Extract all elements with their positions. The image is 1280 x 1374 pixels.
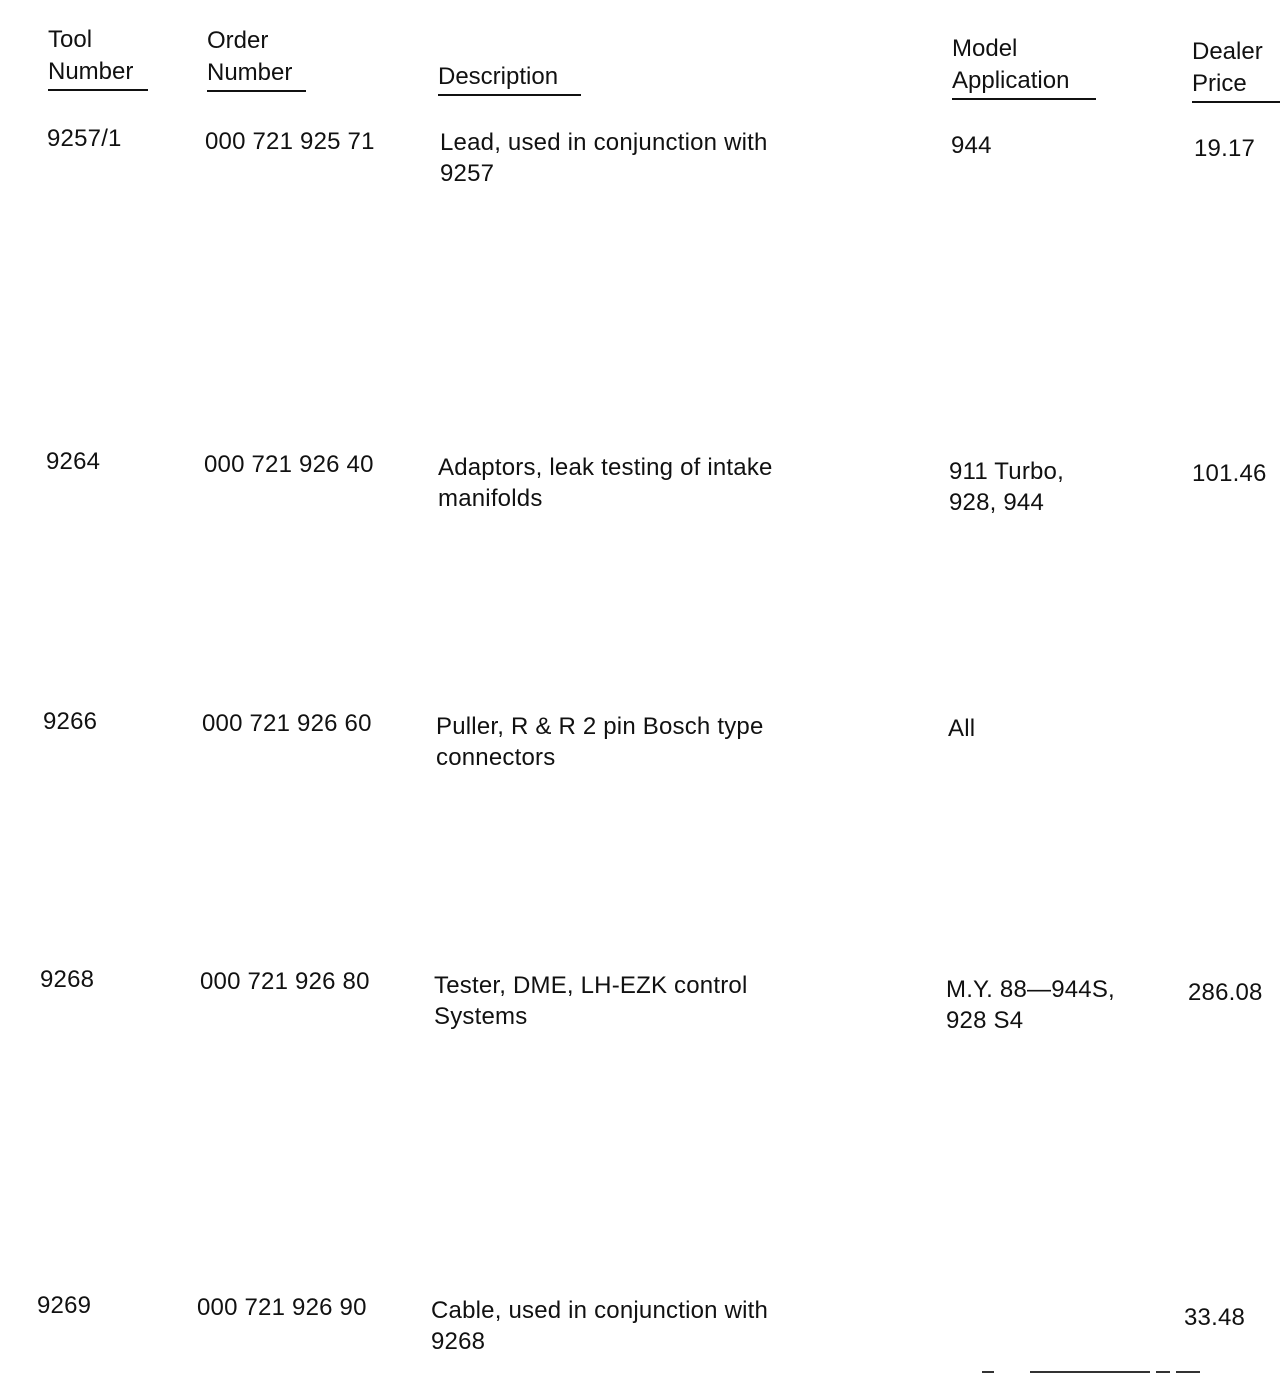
tool-number-cell: 9268 <box>40 966 95 993</box>
description-line: manifolds <box>438 485 543 512</box>
description-line: Puller, R & R 2 pin Bosch type <box>436 713 764 740</box>
bottom-rule-fragment <box>1156 1371 1170 1373</box>
dealer-price-cell: 101.46 <box>1192 460 1267 487</box>
header-model-application-line1: Model <box>952 35 1018 62</box>
description-cell <box>440 127 860 189</box>
header-description-underline <box>438 94 581 96</box>
description-line: Adaptors, leak testing of intake <box>438 454 773 481</box>
model-line: M.Y. 88—944S, <box>946 976 1115 1003</box>
dealer-price-cell: 19.17 <box>1194 135 1256 162</box>
header-tool-number <box>48 24 148 91</box>
description-line: 9257 <box>440 160 495 187</box>
header-dealer-price-line1: Dealer <box>1192 38 1263 65</box>
tool-number-cell: 9269 <box>37 1292 92 1319</box>
order-number-cell: 000 721 926 90 <box>197 1294 367 1321</box>
header-order-number <box>207 25 306 92</box>
description-cell <box>434 970 854 1032</box>
description-cell <box>436 711 856 773</box>
model-application-cell <box>948 713 1148 744</box>
header-description <box>438 61 581 96</box>
order-number-cell: 000 721 926 60 <box>202 710 372 737</box>
header-model-application <box>952 33 1096 100</box>
header-order-number-underline <box>207 90 306 92</box>
tool-number-cell: 9266 <box>43 708 98 735</box>
description-line: Tester, DME, LH-EZK control <box>434 972 748 999</box>
model-application-cell <box>951 130 1151 161</box>
description-line: Cable, used in conjunction with <box>431 1297 769 1324</box>
bottom-rule <box>1030 1371 1150 1373</box>
header-tool-number-underline <box>48 89 148 91</box>
description-line: Systems <box>434 1003 528 1030</box>
model-line: 944 <box>951 132 992 159</box>
header-order-number-line2: Number <box>207 59 293 86</box>
description-cell <box>438 452 858 514</box>
model-application-cell <box>946 974 1146 1036</box>
description-cell <box>431 1295 851 1357</box>
bottom-rule-fragment <box>982 1371 994 1373</box>
model-line: All <box>948 715 976 742</box>
header-dealer-price-line2: Price <box>1192 70 1247 97</box>
description-line: connectors <box>436 744 556 771</box>
order-number-cell: 000 721 925 71 <box>205 128 375 155</box>
header-dealer-price-underline <box>1192 101 1280 103</box>
model-line: 928 S4 <box>946 1007 1024 1034</box>
description-line: 9268 <box>431 1328 486 1355</box>
description-line: Lead, used in conjunction with <box>440 129 768 156</box>
dealer-price-cell: 33.48 <box>1184 1304 1246 1331</box>
dealer-price-cell: 286.08 <box>1188 979 1263 1006</box>
header-model-application-line2: Application <box>952 67 1070 94</box>
order-number-cell: 000 721 926 80 <box>200 968 370 995</box>
order-number-cell: 000 721 926 40 <box>204 451 374 478</box>
header-tool-number-line1: Tool <box>48 26 93 53</box>
header-description-label: Description <box>438 63 559 90</box>
model-application-cell <box>949 456 1149 518</box>
header-model-application-underline <box>952 98 1096 100</box>
tool-number-cell: 9257/1 <box>47 125 122 152</box>
model-line: 928, 944 <box>949 489 1045 516</box>
header-dealer-price <box>1192 36 1280 103</box>
tool-number-cell: 9264 <box>46 448 101 475</box>
header-tool-number-line2: Number <box>48 58 134 85</box>
bottom-rule-fragment <box>1176 1371 1200 1373</box>
model-line: 911 Turbo, <box>949 458 1064 485</box>
header-order-number-line1: Order <box>207 27 269 54</box>
